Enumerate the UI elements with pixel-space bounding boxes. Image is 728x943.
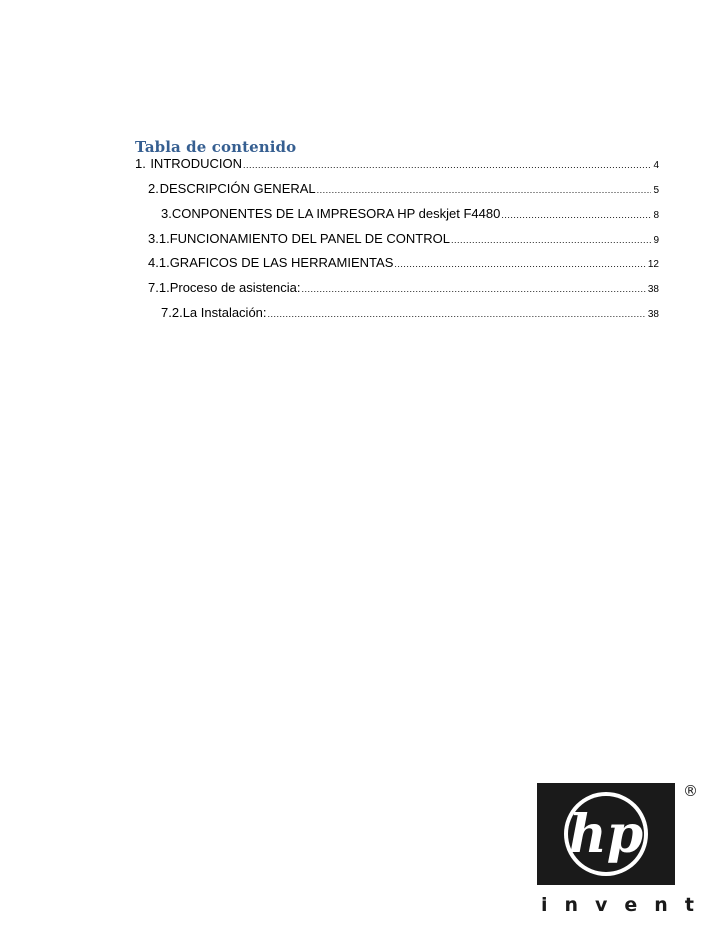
toc-entry-page: 38 (647, 309, 659, 320)
toc-entry-text: Proceso de asistencia: (169, 280, 301, 295)
toc-entry-page: 38 (647, 284, 659, 295)
toc-entry-page: 9 (653, 235, 659, 246)
toc-entry-text: La Instalación: (182, 305, 267, 320)
toc-entry-page: 5 (653, 185, 659, 196)
toc-entry-instalacion[interactable] (161, 304, 659, 322)
toc-entry-number: 7.2. (161, 305, 183, 320)
toc-entry-page: 8 (653, 210, 659, 221)
hp-invent-logo (537, 780, 711, 930)
toc-dot-leader (451, 231, 651, 248)
toc-entry-graficos[interactable] (148, 254, 659, 272)
toc-entry-text: GRAFICOS DE LAS HERRAMIENTAS (169, 255, 394, 270)
toc-dot-leader (394, 255, 646, 272)
toc-dot-leader (501, 206, 651, 223)
logo-tagline: invent (541, 894, 711, 916)
toc-entry-introducion[interactable] (135, 155, 659, 173)
toc-title: Tabla de contenido (135, 138, 297, 156)
hp-logo-box (537, 783, 675, 885)
toc-entry-page: 12 (647, 259, 659, 270)
hp-logo-lettering: hp (568, 804, 644, 865)
toc-entry-number: 3.1. (148, 231, 170, 246)
toc-entry-descripcion-general[interactable] (148, 180, 659, 198)
toc-entry-number: 2. (148, 181, 159, 196)
toc-dot-leader (268, 305, 646, 322)
toc-entry-proceso-asistencia[interactable] (148, 279, 659, 297)
toc-entry-page: 4 (653, 160, 659, 171)
toc-dot-leader (317, 181, 652, 198)
toc-entry-number: 3. (161, 206, 172, 221)
toc-dot-leader (301, 280, 645, 297)
registered-mark: ® (683, 782, 698, 800)
toc-entry-number: 1. (135, 156, 146, 171)
toc-entry-componentes[interactable] (161, 205, 659, 223)
hp-logo-icon (537, 783, 675, 885)
toc-entry-number: 4.1. (148, 255, 170, 270)
toc-dot-leader (243, 156, 651, 173)
toc-entry-text: FUNCIONAMIENTO DEL PANEL DE CONTROL (169, 231, 450, 246)
toc-entry-panel-de-control[interactable] (148, 230, 659, 248)
toc-entry-number: 7.1. (148, 280, 170, 295)
toc-entry-text: INTRODUCION (150, 156, 243, 171)
toc-entry-text: CONPONENTES DE LA IMPRESORA HP deskjet F4480 (171, 206, 501, 221)
toc-entry-text: DESCRIPCIÓN GENERAL (159, 181, 316, 196)
